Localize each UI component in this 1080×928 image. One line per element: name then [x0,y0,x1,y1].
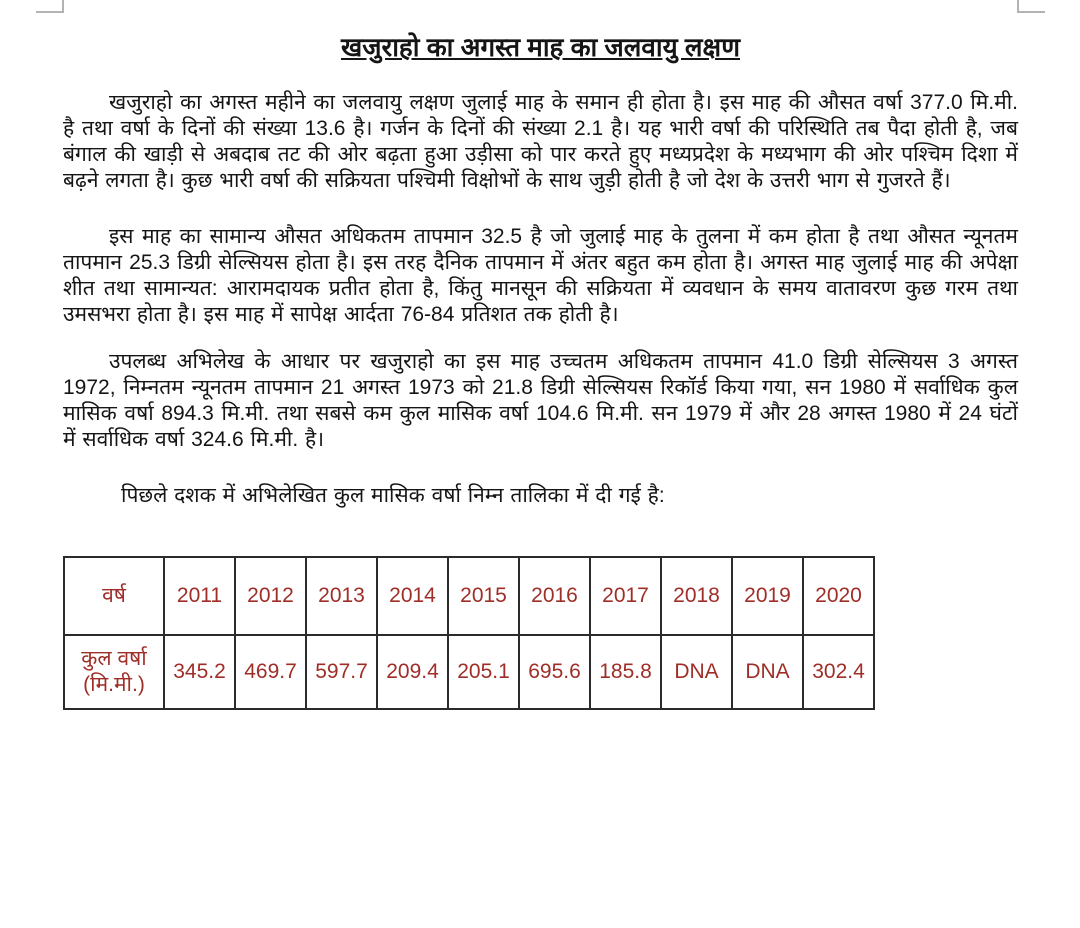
paragraph-climate-overview: खजुराहो का अगस्त महीने का जलवायु लक्षण जुलाई माह के समान ही होता है। इस माह की औसत वर्षा 377.0 मि.मी. है तथा वर्षा के दिनों की संख्या 13.6 है। गर्जन के दिनों की संख्या 2.1 है। यह भारी वर्षा की परिस्थिति तब पैदा होती है, जब बंगाल की खाड़ी से अबदाब तट की ओर बढ़ता हुआ उड़ीसा को पार करते हुए मध्यप्रदेश के मध्यभाग की ओर पश्चिम दिशा में बढ़ने लगता है। कुछ भारी वर्षा की सक्रियता पश्चिमी विक्षोभों के साथ जुड़ी होती है जो देश के उत्तरी भाग से गुजरते हैं। [63,91,1018,192]
table-header-2020: 2020 [803,557,874,635]
paragraph-records: उपलब्ध अभिलेख के आधार पर खजुराहो का इस माह उच्चतम अधिकतम तापमान 41.0 डिग्री सेल्सियस 3 अगस्त 1972, निम्नतम न्यूनतम तापमान 21 अगस्त 1973 को 21.8 डिग्री सेल्सियस रिकॉर्ड किया गया, सन 1980 में सर्वाधिक कुल मासिक वर्षा 894.3 मि.मी. तथा सबसे कम कुल मासिक वर्षा 104.6 मि.मी. सन 1979 में और 28 अगस्त 1980 में 24 घंटों में सर्वाधिक वर्षा 324.6 मि.मी. है। [63,350,1018,451]
table-cell-rainfall-2015: 205.1 [448,635,519,709]
table-header-2016: 2016 [519,557,590,635]
table-header-row [64,557,874,635]
table-header-2013: 2013 [306,557,377,635]
table-cell-rainfall-2016: 695.6 [519,635,590,709]
page-margin-corner-mark-right [1017,0,1045,13]
table-cell-rainfall-2018: DNA [661,635,732,709]
table-cell-rainfall-2013: 597.7 [306,635,377,709]
table-header-2014: 2014 [377,557,448,635]
table-header-2019: 2019 [732,557,803,635]
paragraph-temperature-humidity: इस माह का सामान्य औसत अधिकतम तापमान 32.5 है जो जुलाई माह के तुलना में कम होता है तथा औसत न्यूनतम तापमान 25.3 डिग्री सेल्सियस होता है। इस तरह दैनिक तापमान में अंतर बहुत कम होता है। अगस्त माह जुलाई माह की अपेक्षा शीत तथा सामान्यत: आरामदायक प्रतीत होता है, किंतु मानसून की सक्रियता में व्यवधान के समय वातावरण कुछ गरम तथा उमसभरा होता है। इस माह में सापेक्ष आर्दता 76-84 प्रतिशत तक होती है। [63,225,1018,326]
page-title: खजुराहो का अगस्त माह का जलवायु लक्षण [341,32,740,62]
table-header-2018: 2018 [661,557,732,635]
table-cell-rainfall-2020: 302.4 [803,635,874,709]
table-header-2012: 2012 [235,557,306,635]
document-content [63,0,1018,509]
table-header-year-label: वर्ष [64,557,164,635]
table-header-2015: 2015 [448,557,519,635]
paragraph-table-intro: पिछले दशक में अभिलेखित कुल मासिक वर्षा निम्न तालिका में दी गई है: [121,484,665,507]
table-cell-rainfall-2019: DNA [732,635,803,709]
table-header-2011: 2011 [164,557,235,635]
rainfall-table [63,556,875,710]
table-cell-rainfall-label: कुल वर्षा (मि.मी.) [64,635,164,709]
page-margin-corner-mark-left [36,0,64,13]
table-cell-rainfall-2017: 185.8 [590,635,661,709]
table-header-2017: 2017 [590,557,661,635]
table-data-row [64,635,874,709]
table-cell-rainfall-2012: 469.7 [235,635,306,709]
table-cell-rainfall-2011: 345.2 [164,635,235,709]
table-cell-rainfall-2014: 209.4 [377,635,448,709]
